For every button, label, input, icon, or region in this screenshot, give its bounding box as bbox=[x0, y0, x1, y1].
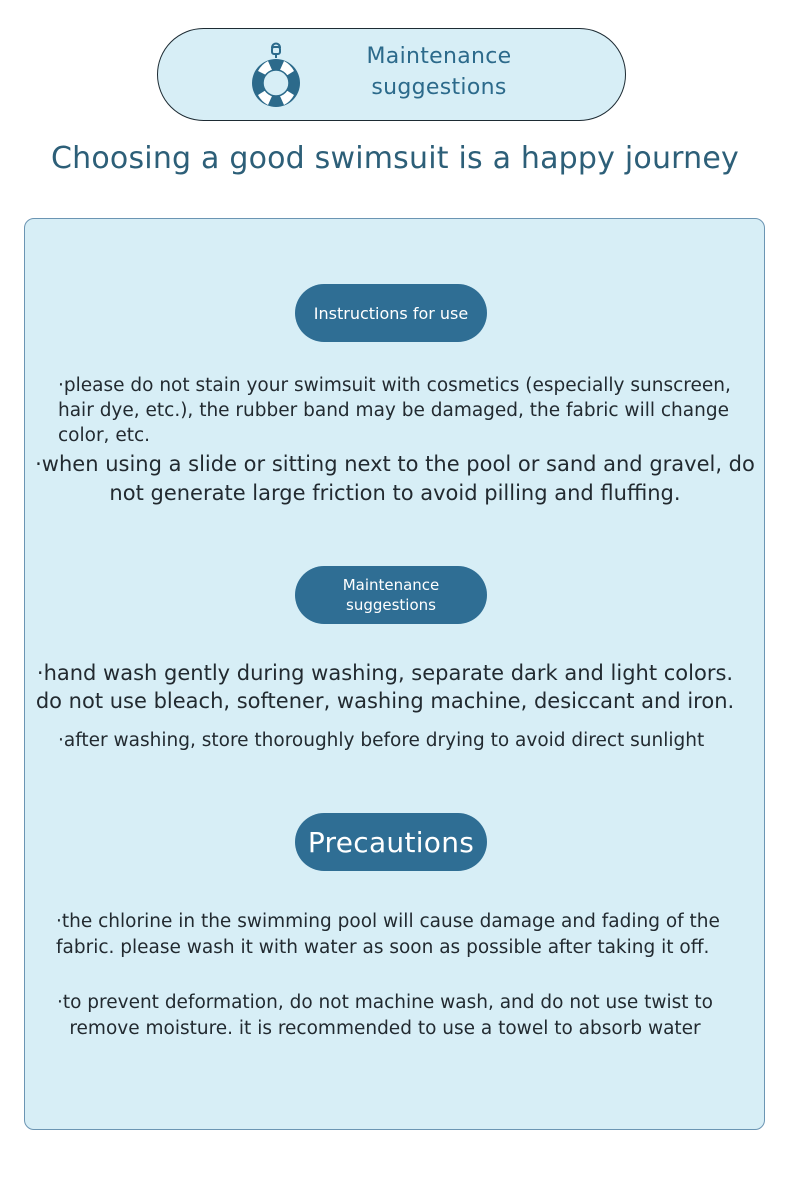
precaution-item-1: ·the chlorine in the swimming pool will cause damage and fading of the fabric. please wash it with water as soon as possible after taking it off. bbox=[56, 911, 720, 958]
page-title: Choosing a good swimsuit is a happy journey bbox=[50, 141, 739, 176]
section-label-maintenance-text: Maintenance suggestions bbox=[342, 576, 440, 614]
instruction-item-2: ·when using a slide or sitting next to the pool or sand and gravel, do not generate large friction to avoid pilling and fluffing. bbox=[35, 452, 755, 505]
maintenance-item-1: ·hand wash gently during washing, separate dark and light colors. do not use bleach, softener, washing machine, desiccant and iron. bbox=[35, 661, 735, 713]
section-label-precautions: Precautions bbox=[295, 813, 487, 871]
header-title: Maintenance suggestions bbox=[366, 44, 512, 100]
precaution-item-2: ·to prevent deformation, do not machine wash, and do not use twist to remove moisture. it is recommended to use a towel to absorb water bbox=[56, 992, 714, 1039]
section-label-instructions: Instructions for use bbox=[295, 284, 487, 342]
maintenance-item-2: ·after washing, store thoroughly before drying to avoid direct sunlight bbox=[58, 730, 705, 751]
section-label-maintenance bbox=[295, 566, 487, 624]
instruction-item-1: ·please do not stain your swimsuit with cosmetics (especially sunscreen, hair dye, etc.), the rubber band may be damaged, the fabric will change color, etc. bbox=[58, 375, 731, 446]
lifebuoy-icon bbox=[244, 38, 308, 114]
